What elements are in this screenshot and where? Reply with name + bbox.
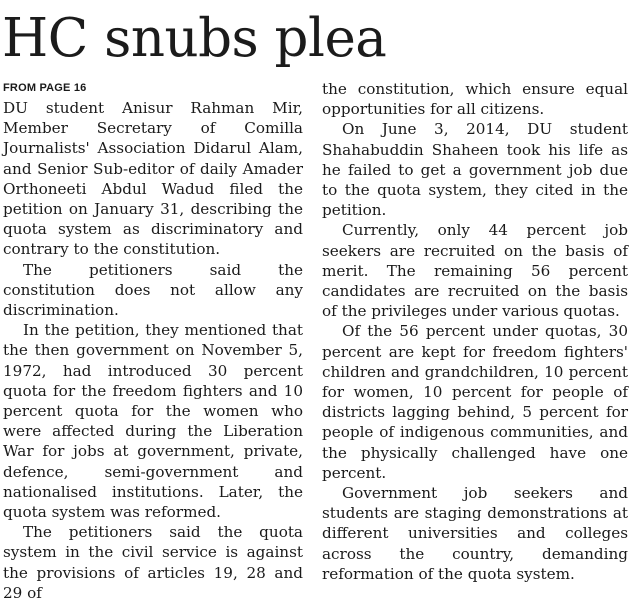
paragraph: The petitioners said the constitution does not allow any discrimination.	[3, 260, 303, 320]
left-column	[3, 78, 303, 603]
paragraph: DU student Anisur Rahman Mir, Member Secretary of Comilla Journalists' Association Didarul Alam, and Senior Sub-editor of daily Amader Orthoneeti Abdul Wadud filed the petition on January 31, describing the quota system as discriminatory and contrary to the constitution.	[3, 99, 303, 259]
paragraph: The petitioners said the quota system in the civil service is against the provisions of articles 19, 28 and 29 of	[3, 523, 303, 602]
paragraph-continued: the constitution, which ensure equal opportunities for all citizens.	[322, 80, 628, 119]
paragraph: Of the 56 percent under quotas, 30 percent are kept for freedom fighters' children and grandchildren, 10 percent for women, 10 percent for people of districts lagging behind, 5 percent for people of indigenous communities, and the physically challenged have one percent.	[322, 322, 628, 482]
paragraph: On June 3, 2014, DU student Shahabuddin Shaheen took his life as he failed to get a government job due to the quota system, they cited in the petition.	[322, 120, 628, 220]
continued-from-label: FROM PAGE 16	[3, 82, 87, 94]
headline: HC snubs plea	[2, 8, 387, 69]
paragraph: Government job seekers and students are staging demonstrations at different universities and colleges across the country, demanding reformation of the quota system.	[322, 484, 628, 583]
right-column	[322, 79, 628, 584]
paragraph: Currently, only 44 percent job seekers are recruited on the basis of merit. The remaining 56 percent candidates are recruited on the basis of the privileges under various quotas.	[322, 221, 628, 321]
paragraph: In the petition, they mentioned that the then government on November 5, 1972, had introduced 30 percent quota for the freedom fighters and 10 percent quota for the women who were affected during the Liberation War for jobs at government, private, defence, semi-government and nationalised institutions. Later, the quota system was reformed.	[3, 321, 303, 522]
